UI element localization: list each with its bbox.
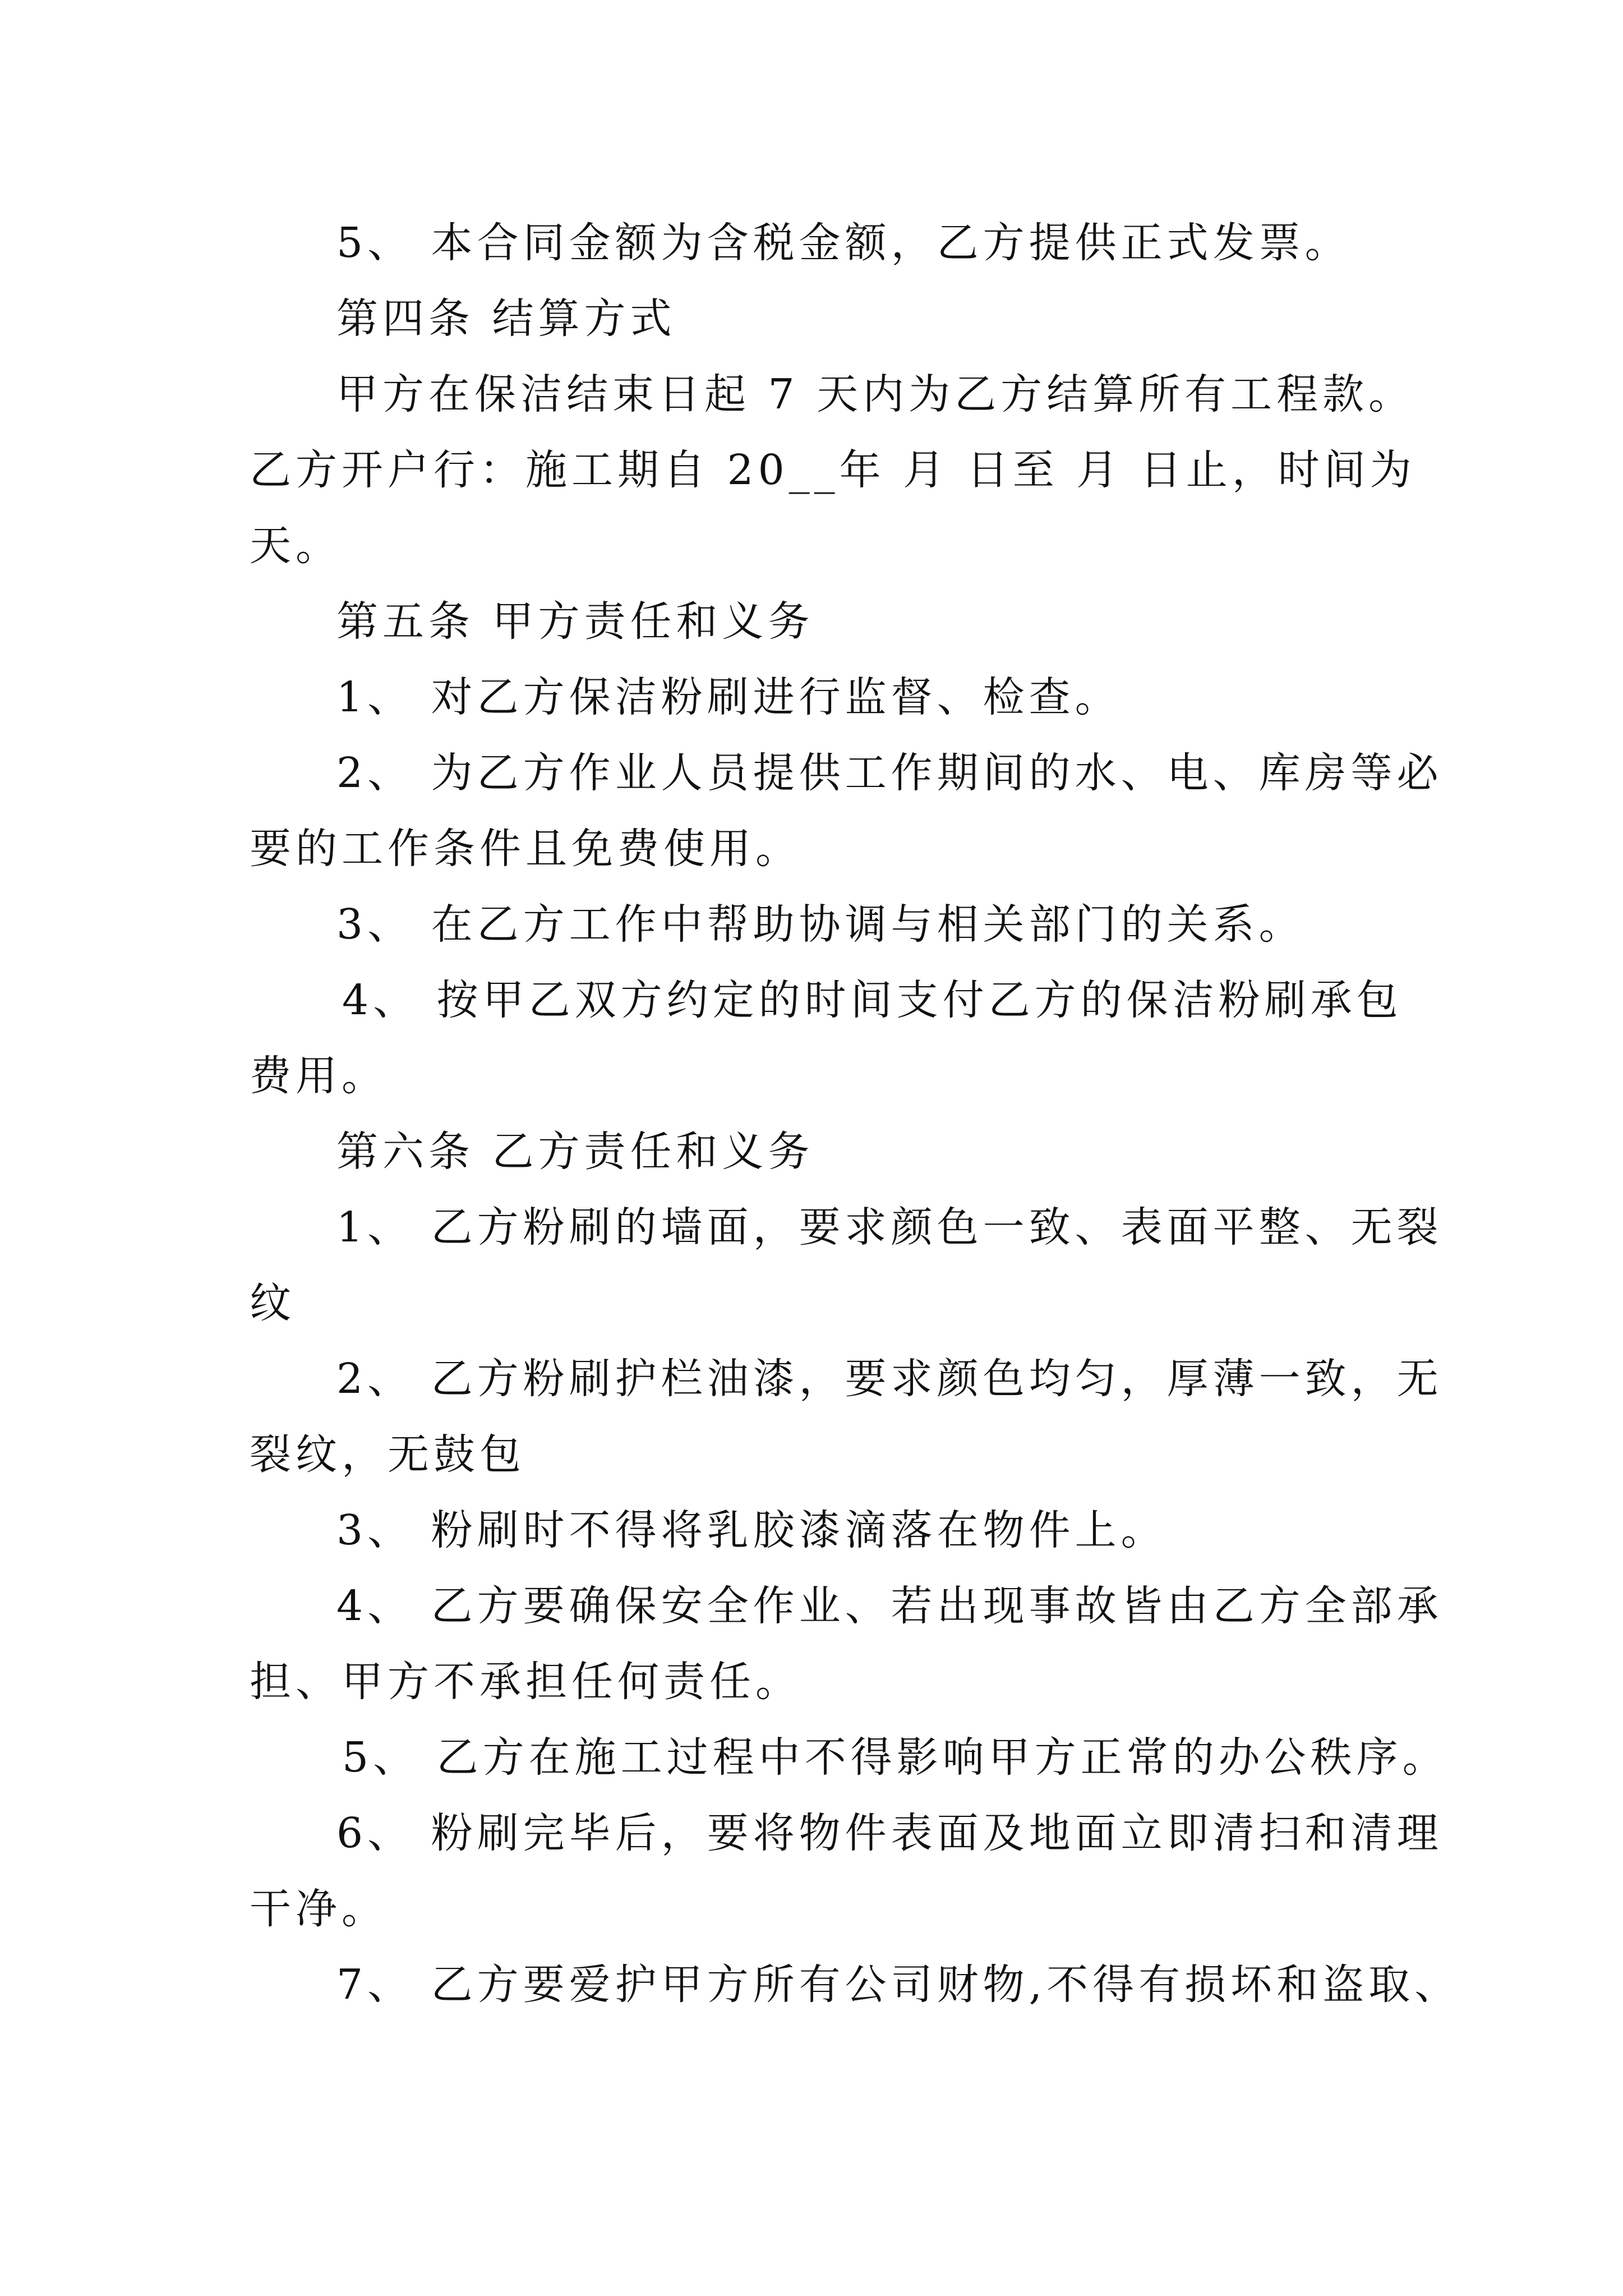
article-6-item-5: 5、 乙方在施工过程中不得影响甲方正常的办公秩序。 bbox=[342, 1733, 1449, 1782]
article-6-item-4-line-2: 担、甲方不承担任何责任。 bbox=[250, 1658, 801, 1706]
article-6-heading: 第六条 乙方责任和义务 bbox=[336, 1128, 814, 1176]
article-4-text-line-2: 乙方开户行：施工期自 20__年 月 日至 月 日止，时间为 bbox=[250, 446, 1416, 494]
article-6-item-1-line-2: 纹 bbox=[250, 1279, 296, 1327]
article-5-item-1: 1、 对乙方保洁粉刷进行监督、检查。 bbox=[336, 673, 1121, 721]
article-5-item-4-line-2: 费用。 bbox=[250, 1052, 388, 1100]
article-6-item-6-line-2: 干净。 bbox=[250, 1885, 388, 1933]
article-5-item-4-line-1: 4、 按甲乙双方约定的时间支付乙方的保洁粉刷承包 bbox=[342, 976, 1403, 1024]
clause-3-item-5: 5、 本合同金额为含税金额，乙方提供正式发票。 bbox=[336, 219, 1351, 267]
article-4-heading: 第四条 结算方式 bbox=[336, 295, 676, 343]
article-6-item-2-line-2: 裂纹，无鼓包 bbox=[250, 1430, 525, 1479]
article-6-item-1-line-1: 1、 乙方粉刷的墙面，要求颜色一致、表面平整、无裂 bbox=[336, 1203, 1443, 1251]
article-5-heading: 第五条 甲方责任和义务 bbox=[336, 597, 814, 646]
article-6-item-6-line-1: 6、 粉刷完毕后，要将物件表面及地面立即清扫和清理 bbox=[336, 1809, 1443, 1857]
article-5-item-3: 3、 在乙方工作中帮助协调与相关部门的关系。 bbox=[336, 900, 1305, 949]
article-5-item-2-line-2: 要的工作条件且免费使用。 bbox=[250, 825, 801, 873]
article-5-item-2-line-1: 2、 为乙方作业人员提供工作期间的水、电、库房等必 bbox=[336, 749, 1443, 797]
article-6-item-7-line-1: 7、 乙方要爱护甲方所有公司财物,不得有损坏和盗取、 bbox=[336, 1961, 1461, 2009]
article-4-text-line-1: 甲方在保洁结束日起 7 天内为乙方结算所有工程款。 bbox=[336, 370, 1415, 418]
article-4-text-line-3: 天。 bbox=[250, 522, 342, 570]
article-6-item-2-line-1: 2、 乙方粉刷护栏油漆，要求颜色均匀，厚薄一致，无 bbox=[336, 1355, 1443, 1403]
article-6-item-3: 3、 粉刷时不得将乳胶漆滴落在物件上。 bbox=[336, 1506, 1167, 1554]
article-6-item-4-line-1: 4、 乙方要确保安全作业、若出现事故皆由乙方全部承 bbox=[336, 1582, 1443, 1630]
